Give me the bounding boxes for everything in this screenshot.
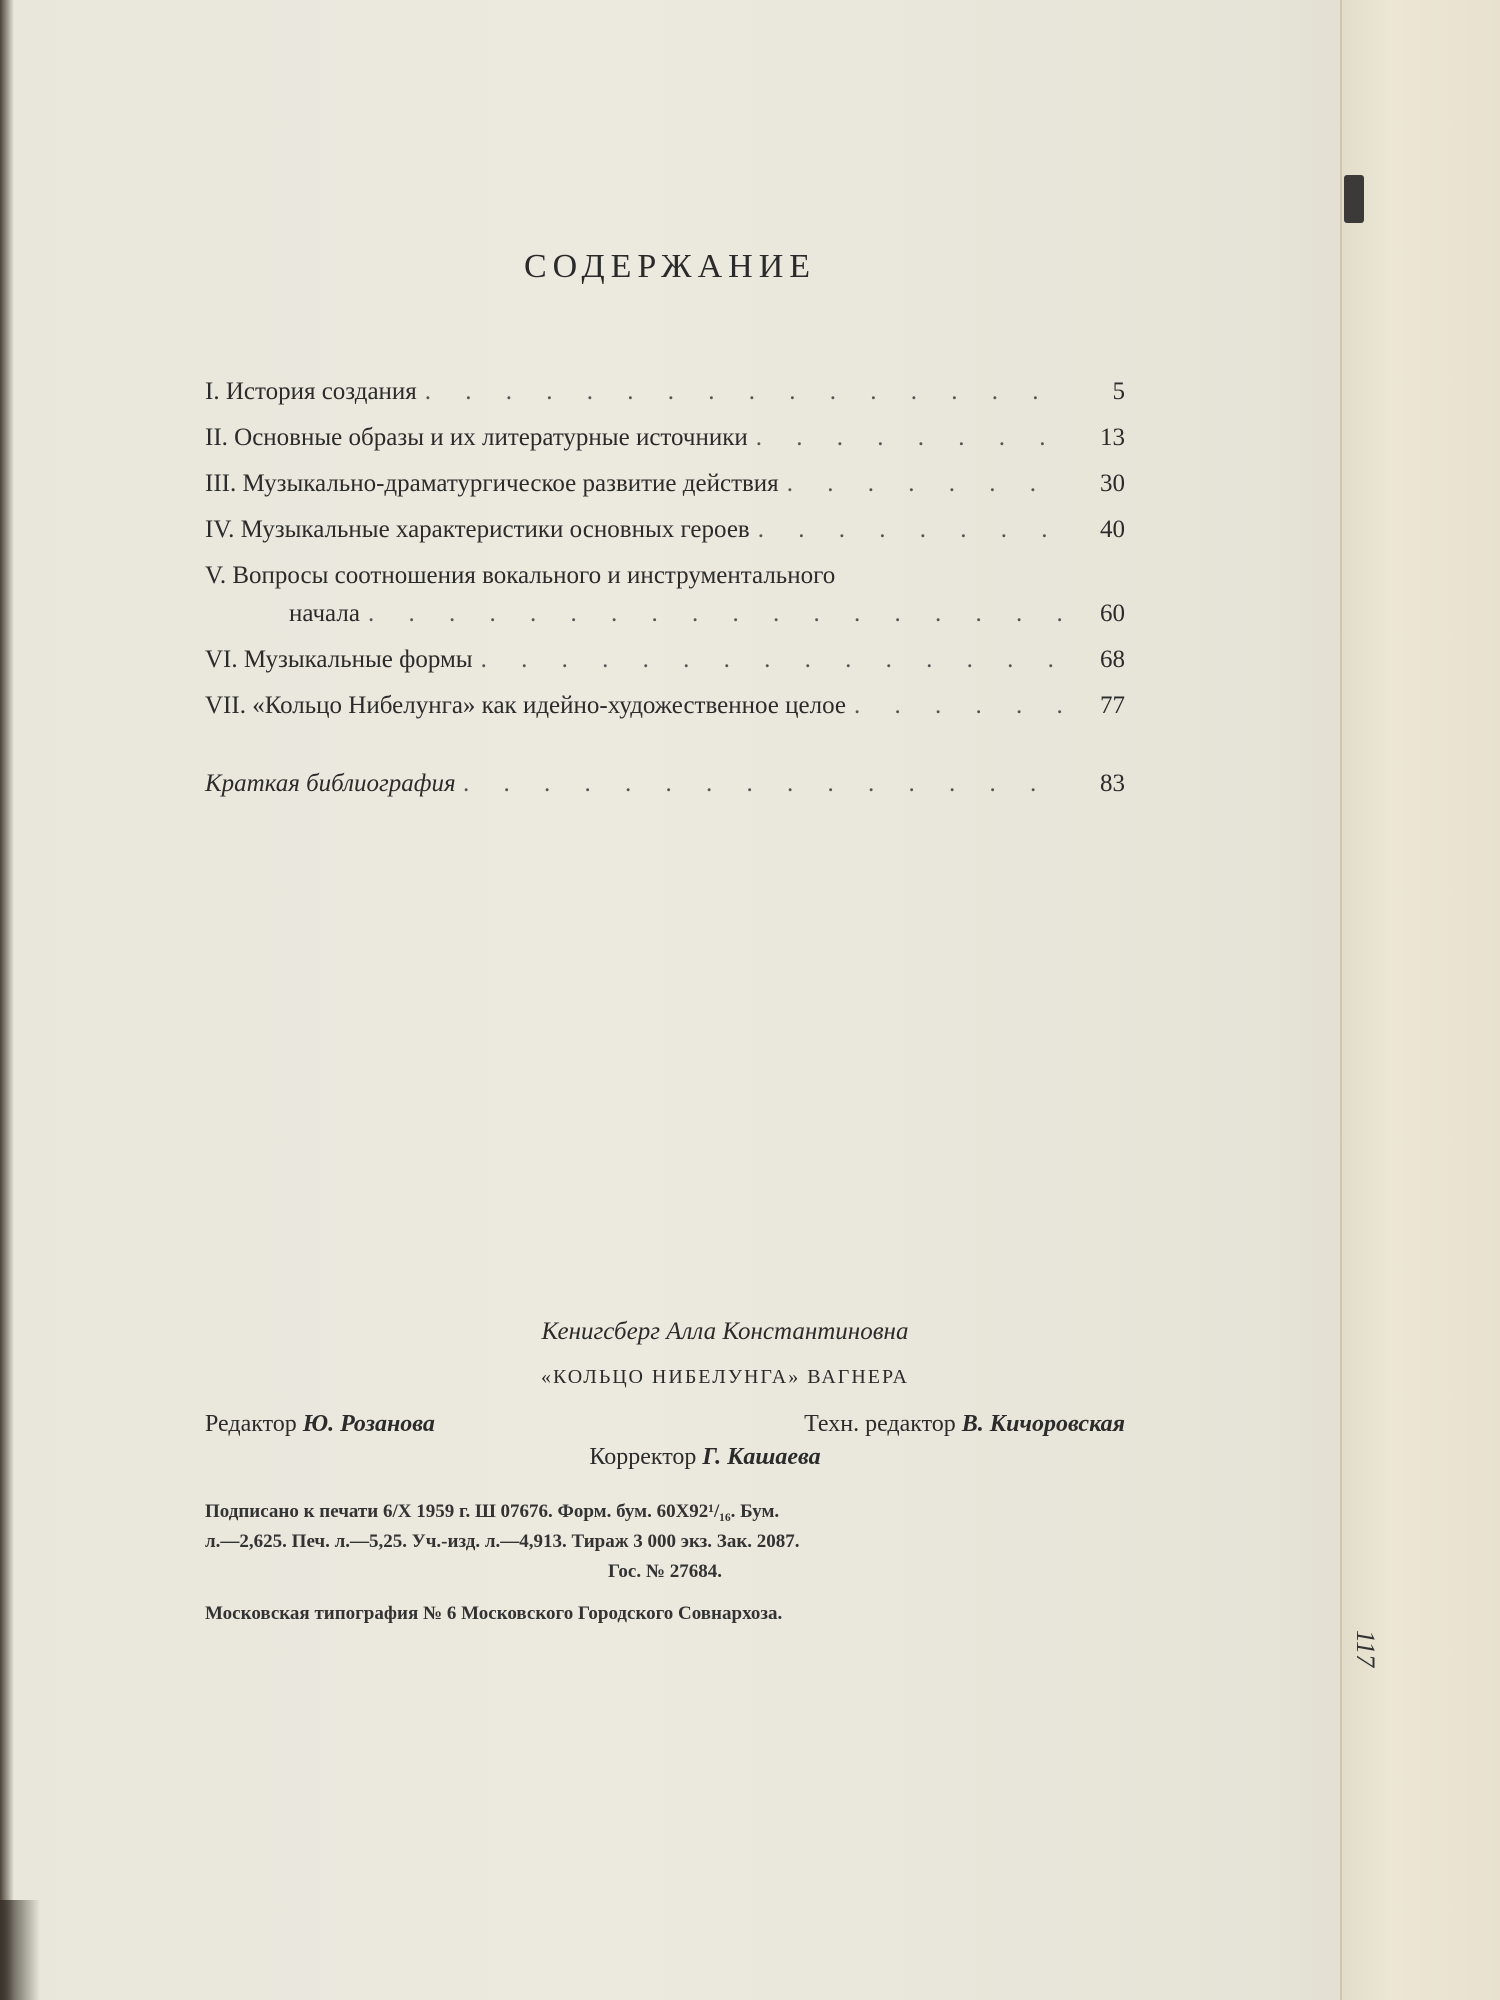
toc-item-page: 5	[1112, 378, 1125, 405]
toc-leader-dots	[756, 424, 1067, 452]
toc-item	[205, 646, 1125, 692]
toc-item-page: 60	[1100, 600, 1125, 627]
toc-item-page: 30	[1100, 470, 1125, 497]
toc-item	[205, 692, 1125, 738]
editor-name: Ю. Розанова	[302, 1411, 435, 1437]
toc-item-page: 40	[1100, 516, 1125, 543]
toc-item-page: 83	[1100, 770, 1125, 797]
toc-item-text: VI. Музыкальные формы	[205, 646, 473, 673]
editors-line	[205, 1411, 1125, 1438]
left-shadow	[0, 0, 14, 2000]
imprint-block	[205, 1318, 1125, 1625]
binding-clip	[1344, 175, 1364, 223]
toc-item-text: II. Основные образы и их литературные источники	[205, 424, 748, 451]
toc-leader-dots	[481, 646, 1067, 674]
book-title: «КОЛЬЦО НИБЕЛУНГА» ВАГНЕРА	[540, 1366, 910, 1388]
toc-item	[205, 378, 1125, 424]
toc-item-text: VII. «Кольцо Нибелунга» как идейно-художественное целое	[205, 692, 846, 719]
toc-bibliography	[205, 770, 1125, 816]
toc-item-text: V. Вопросы соотношения вокального и инструментального	[205, 562, 836, 589]
toc-item-continuation	[205, 600, 1125, 646]
toc-item-text: IV. Музыкальные характеристики основных героев	[205, 516, 750, 543]
corrector-name: Г. Кашаева	[702, 1444, 821, 1470]
toc-leader-dots	[854, 692, 1067, 720]
adjacent-page	[1340, 0, 1500, 2000]
toc-item	[205, 562, 1125, 600]
toc-leader-dots	[425, 378, 1067, 406]
toc-item-text: Краткая библиография	[205, 770, 456, 797]
editor	[205, 1411, 435, 1438]
table-of-contents	[205, 378, 1125, 816]
publication-line: Подписано к печати 6/Х 1959 г. Ш 07676. Форм. бум. 60Х92¹/₁₆. Бум.	[205, 1501, 780, 1522]
tech-editor-label: Техн. редактор	[804, 1411, 956, 1437]
publication-line: Гос. № 27684.	[608, 1561, 722, 1582]
author-name: Кенигсберг Алла Константиновна	[541, 1318, 909, 1345]
publication-line: л.—2,625. Печ. л.—5,25. Уч.-изд. л.—4,913. Тираж 3 000 экз. Зак. 2087.	[205, 1531, 800, 1552]
toc-leader-dots	[758, 516, 1067, 544]
corrector-label: Корректор	[589, 1444, 697, 1470]
toc-leader-dots	[787, 470, 1067, 498]
toc-item	[205, 424, 1125, 470]
tech-editor-name: В. Кичоровская	[961, 1411, 1125, 1437]
toc-item	[205, 470, 1125, 516]
toc-item-text: начала	[289, 600, 360, 627]
toc-item	[205, 516, 1125, 562]
toc-item-page: 77	[1100, 692, 1125, 719]
publication-details	[205, 1497, 1125, 1587]
toc-title: СОДЕРЖАНИЕ	[523, 248, 817, 285]
toc-item-page: 68	[1100, 646, 1125, 673]
editor-label: Редактор	[205, 1411, 297, 1437]
printer-line: Московская типография № 6 Московского Городского Совнархоза.	[205, 1603, 783, 1624]
corrector-line	[205, 1444, 1125, 1471]
toc-item-text: III. Музыкально-драматургическое развитие действия	[205, 470, 779, 497]
toc-item-page: 13	[1100, 424, 1125, 451]
bottom-shadow	[0, 1900, 40, 2000]
toc-leader-dots	[368, 600, 1067, 628]
toc-leader-dots	[464, 770, 1067, 798]
tech-editor	[804, 1411, 1125, 1438]
side-page-number: 117	[1351, 1630, 1380, 1668]
toc-item-text: I. История создания	[205, 378, 417, 405]
